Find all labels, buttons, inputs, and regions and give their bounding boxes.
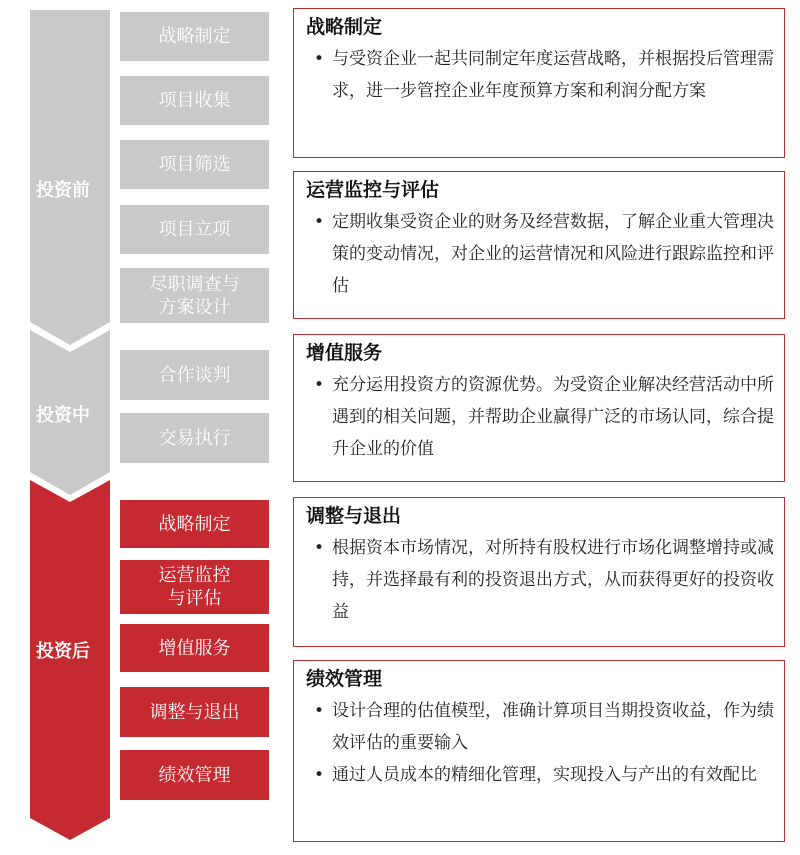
bullet-item [306,369,774,465]
step-after-4: 调整与退出 [120,687,269,737]
step-during-2: 交易执行 [120,413,269,463]
step-during-1: 合作谈判 [120,350,269,400]
bullet-dot: • [313,765,325,785]
step-after-5: 绩效管理 [120,750,269,800]
bullet-dot: • [313,538,325,558]
bullet-text: 通过人员成本的精细化管理，实现投入与产出的有效配比 [332,765,757,785]
bullet-item [306,43,774,107]
card-title: 增值服务 [306,342,383,364]
card-exit [293,497,785,647]
card-title: 调整与退出 [306,505,402,527]
phase-label-before: 投资前 [36,180,90,201]
step-before-3: 项目筛选 [120,140,269,189]
step-before-2: 项目收集 [120,76,269,125]
step-before-5: 尽职调查与 方案设计 [120,268,269,323]
bullet-dot: • [313,375,325,395]
step-after-1: 战略制定 [120,500,269,548]
bullet-dot: • [313,701,325,721]
phase-label-during: 投资中 [36,405,90,426]
bullet-item [306,532,774,628]
phase-label-after: 投资后 [36,641,90,662]
step-after-2: 运营监控 与评估 [120,560,269,614]
bullet-item [306,759,774,791]
card-title: 绩效管理 [306,668,383,690]
bullet-text: 充分运用投资方的资源优势。为受资企业解决经营活动中所遇到的相关问题，并帮助企业赢得广泛的市场认同，综合提升企业的价值 [332,375,774,459]
card-title: 战略制定 [306,16,383,38]
bullet-dot: • [313,212,325,232]
card-strategy [293,8,785,158]
step-before-4: 项目立项 [120,205,269,254]
card-value-added [293,334,785,482]
step-after-3: 增值服务 [120,624,269,672]
step-before-1: 战略制定 [120,12,269,61]
card-monitoring [293,171,785,319]
bullet-item [306,695,774,759]
bullet-item [306,206,774,302]
card-title: 运营监控与评估 [306,179,440,201]
bullet-text: 定期收集受资企业的财务及经营数据，了解企业重大管理决策的变动情况，对企业的运营情况和风险进行跟踪监控和评估 [332,212,774,296]
bullet-dot: • [313,49,325,69]
bullet-text: 根据资本市场情况，对所持有股权进行市场化调整增持或减持，并选择最有利的投资退出方式，从而获得更好的投资收益 [332,538,774,622]
bullet-text: 设计合理的估值模型，准确计算项目当期投资收益，作为绩效评估的重要输入 [332,701,774,753]
bullet-text: 与受资企业一起共同制定年度运营战略，并根据投后管理需求，进一步管控企业年度预算方案和利润分配方案 [332,49,774,101]
card-performance [293,660,785,842]
